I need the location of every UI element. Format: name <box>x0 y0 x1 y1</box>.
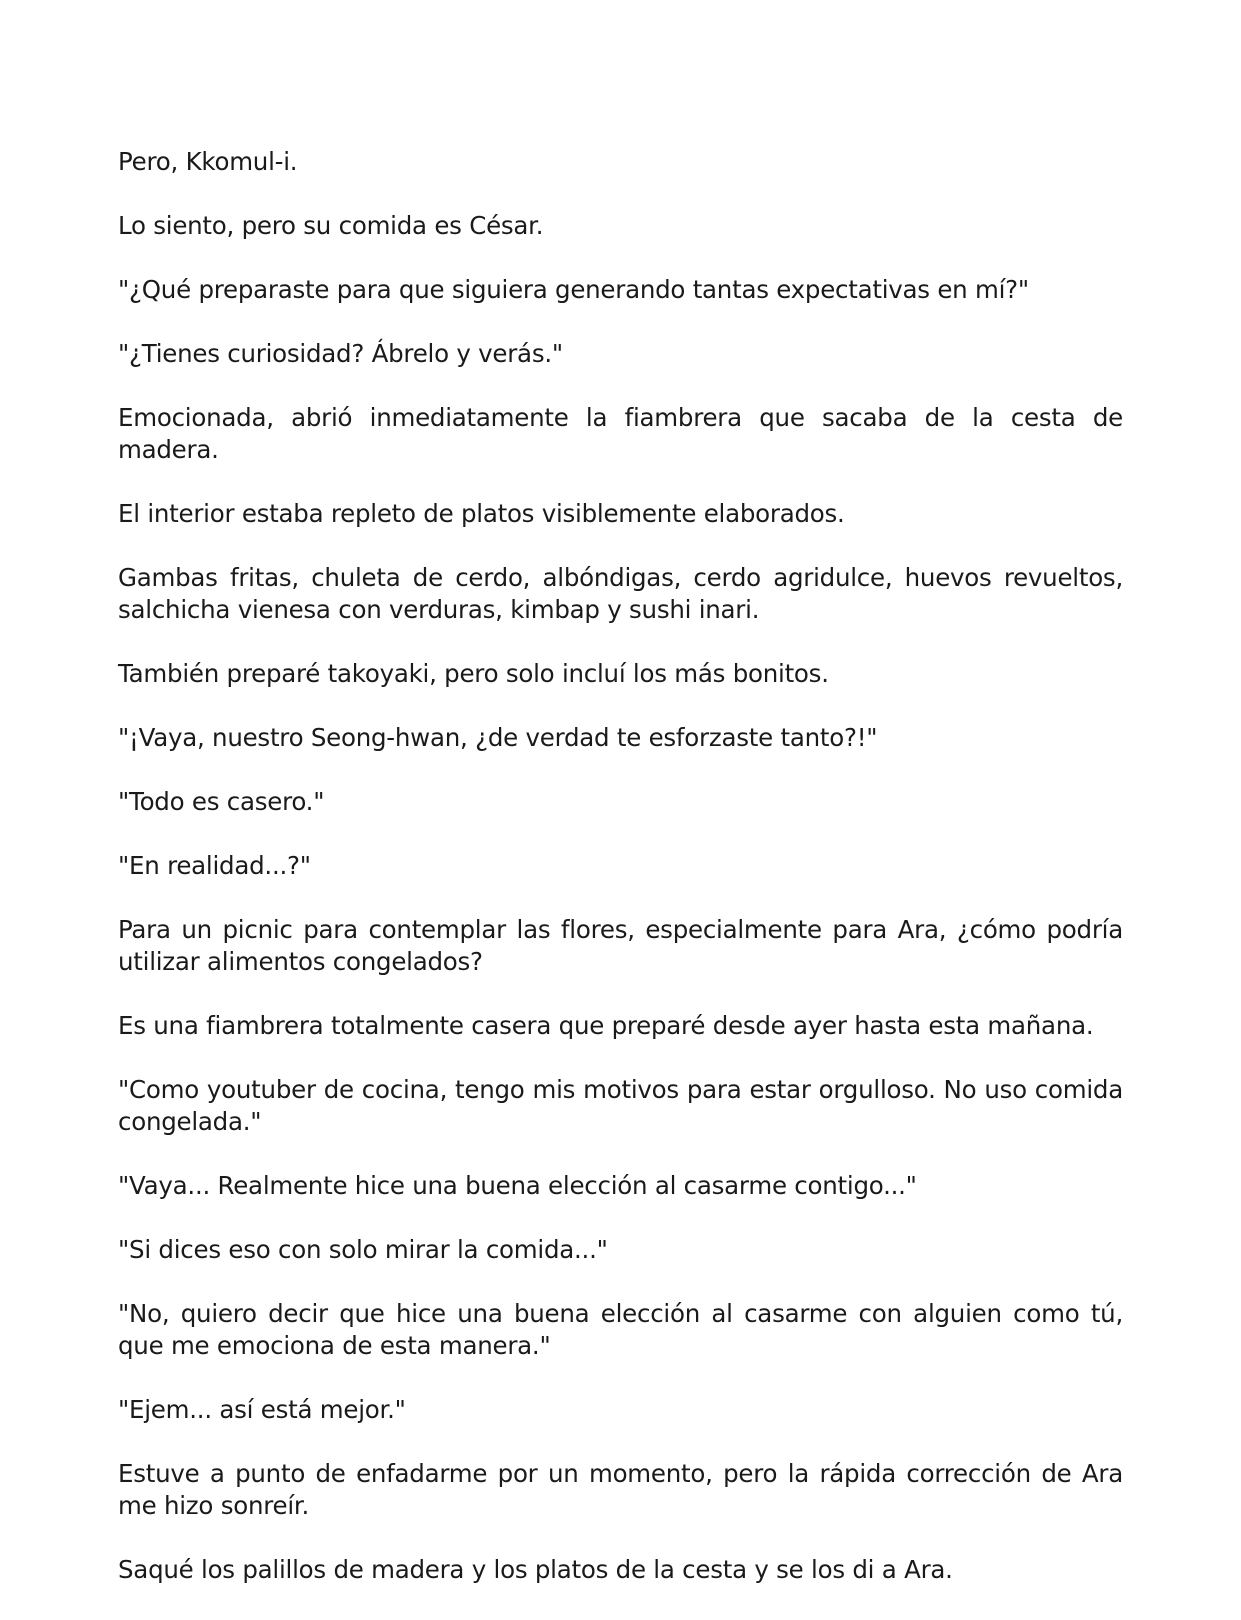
paragraph: Emocionada, abrió inmediatamente la fiambrera que sacaba de la cesta de madera. <box>118 403 1123 464</box>
paragraph: "¿Tienes curiosidad? Ábrelo y verás." <box>118 339 563 368</box>
paragraph: "Vaya... Realmente hice una buena elección al casarme contigo..." <box>118 1171 917 1200</box>
paragraph: "Todo es casero." <box>118 787 325 816</box>
paragraph: "Si dices eso con solo mirar la comida..." <box>118 1235 608 1264</box>
paragraph: "Ejem... así está mejor." <box>118 1395 406 1424</box>
paragraph: "En realidad...?" <box>118 851 311 880</box>
paragraph: También preparé takoyaki, pero solo incluí los más bonitos. <box>118 659 829 688</box>
paragraph: Pero, Kkomul-i. <box>118 147 298 176</box>
paragraph: "Como youtuber de cocina, tengo mis motivos para estar orgulloso. No uso comida congelada." <box>118 1075 1123 1136</box>
paragraph: "¿Qué preparaste para que siguiera generando tantas expectativas en mí?" <box>118 275 1029 304</box>
paragraph: Es una fiambrera totalmente casera que preparé desde ayer hasta esta mañana. <box>118 1011 1094 1040</box>
paragraph: Saqué los palillos de madera y los platos de la cesta y se los di a Ara. <box>118 1555 953 1584</box>
paragraph: El interior estaba repleto de platos visiblemente elaborados. <box>118 499 845 528</box>
paragraph: "¡Vaya, nuestro Seong-hwan, ¿de verdad te esforzaste tanto?!" <box>118 723 878 752</box>
paragraph: Lo siento, pero su comida es César. <box>118 211 544 240</box>
paragraph: Para un picnic para contemplar las flores, especialmente para Ara, ¿cómo podría utilizar alimentos congelados? <box>118 915 1123 976</box>
paragraph: "No, quiero decir que hice una buena elección al casarme con alguien como tú, que me emociona de esta manera." <box>118 1299 1123 1360</box>
paragraph: Gambas fritas, chuleta de cerdo, albóndigas, cerdo agridulce, huevos revueltos, salchicha vienesa con verduras, kimbap y sushi inari. <box>118 563 1123 624</box>
paragraph: Estuve a punto de enfadarme por un momento, pero la rápida corrección de Ara me hizo sonreír. <box>118 1459 1123 1520</box>
document-page <box>118 146 1123 1586</box>
